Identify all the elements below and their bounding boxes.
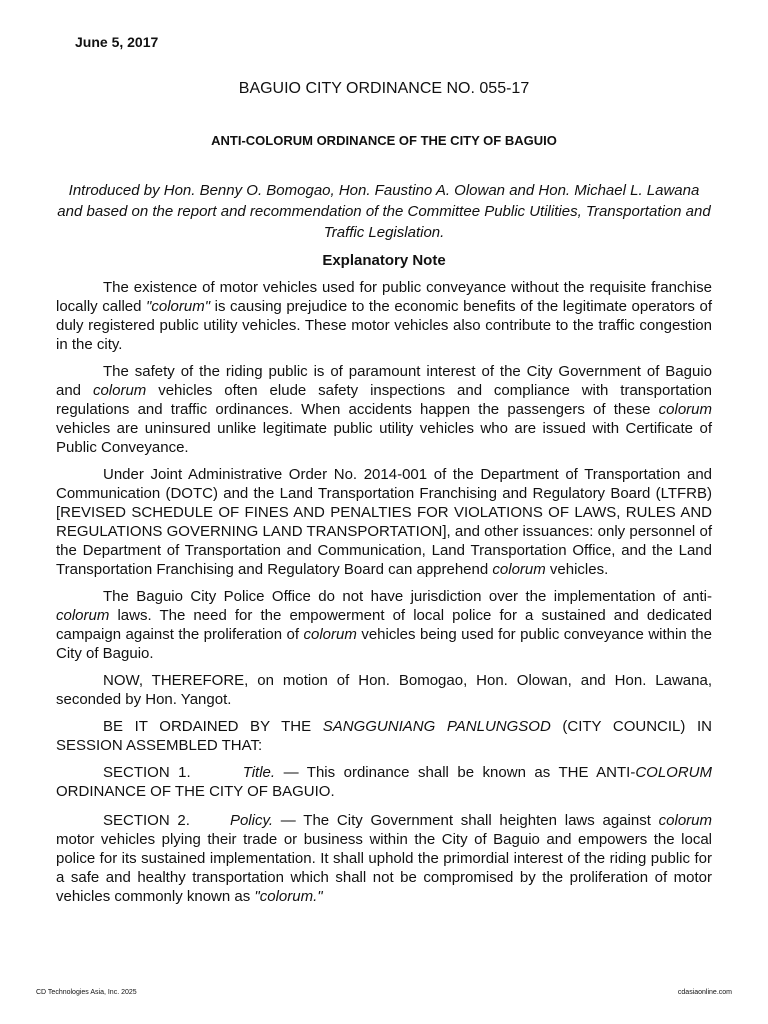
footer-website: cdasiaonline.com <box>677 989 732 996</box>
ordinance-title: BAGUIO CITY ORDINANCE NO. 055-17 <box>238 80 530 97</box>
paragraph-safety: The safety of the riding public is of paramount interest of the City Government of Baguio and colorum vehicles often elude safety inspections and compliance with transportation regulations and traffic ordinances. When accidents happen the passengers of these colorum vehicles are uninsured unlike legitimate public utility vehicles who are issued with Certificate of Public Conveyance. <box>56 363 712 456</box>
paragraph-police-jurisdiction: The Baguio City Police Office do not have jurisdiction over the implementation of anti-colorum laws. The need for the empowerment of local police for a sustained and dedicated campaign against the proliferation of colorum vehicles being used for public conveyance within the City of Baguio. <box>56 588 712 662</box>
ordinance-subtitle: ANTI-COLORUM ORDINANCE OF THE CITY OF BAGUIO <box>211 133 557 148</box>
section-2: SECTION 2. Policy. — The City Government shall heighten laws against colorum motor vehicles plying their trade or business within the City of Baguio and empowers the local police for its sustained implementation. It shall uphold the primordial interest of the riding public for a safe and healthy transportation which shall not be compromised by the proliferation of motor vehicles commonly known as "colorum." <box>56 812 712 905</box>
paragraph-joint-order: Under Joint Administrative Order No. 2014-001 of the Department of Transportation and Communication (DOTC) and the Land Transportation Franchising and Regulatory Board (LTFRB) [REVISED SCHEDULE OF FINES AND PENALTIES FOR VIOLATIONS OF LAWS, RULES AND REGULATIONS GOVERNING LAND TRANSPORTATION], and other issuances: only personnel of the Department of Transportation and Communication, Land Transportation Office, and the Land Transportation Franchising and Regulatory Board can apprehend colorum vehicles. <box>56 466 712 578</box>
explanatory-note-heading: Explanatory Note <box>322 252 446 269</box>
paragraph-motion: NOW, THEREFORE, on motion of Hon. Bomogao, Hon. Olowan, and Hon. Lawana, seconded by Hon. Yangot. <box>56 672 712 708</box>
paragraph-ordained: BE IT ORDAINED BY THE SANGGUNIANG PANLUNGSOD (CITY COUNCIL) IN SESSION ASSEMBLED THAT: <box>56 718 712 754</box>
footer-copyright: CD Technologies Asia, Inc. 2025 <box>36 989 137 996</box>
document-date: June 5, 2017 <box>75 34 159 50</box>
paragraph-colorum-definition: The existence of motor vehicles used for public conveyance without the requisite franchise locally called "colorum" is causing prejudice to the economic benefits of the legitimate operators of duly registered public utility vehicles. These motor vehicles also contribute to the traffic congestion in the city. <box>56 279 712 353</box>
document-body <box>56 278 712 916</box>
introduction-text: Introduced by Hon. Benny O. Bomogao, Hon. Faustino A. Olowan and Hon. Michael L. Lawana and based on the report and recommendation of the Committee Public Utilities, Transportation and Traffic Legislation. <box>57 182 711 241</box>
section-1: SECTION 1. Title. — This ordinance shall be known as THE ANTI-COLORUM ORDINANCE OF THE CITY OF BAGUIO. <box>56 764 712 800</box>
